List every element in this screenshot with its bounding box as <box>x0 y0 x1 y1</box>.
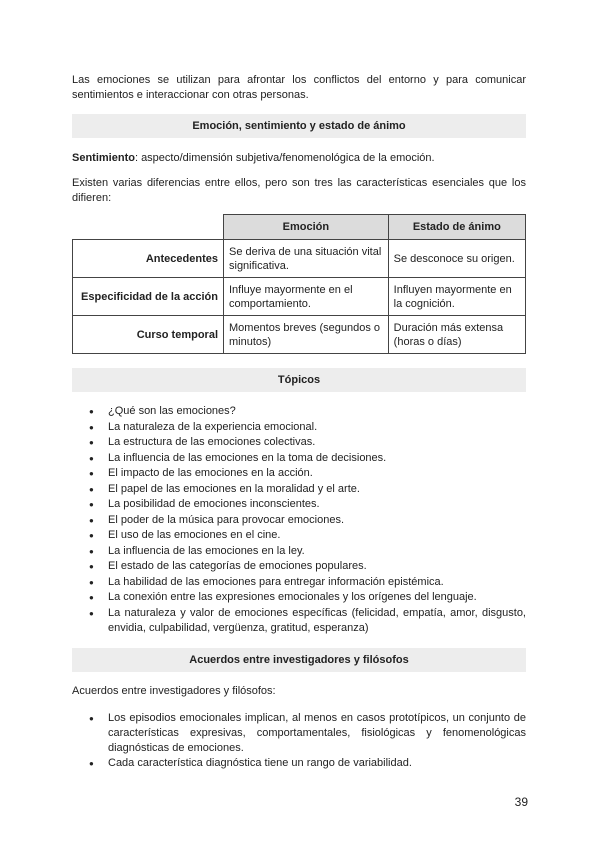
list-item: ● La estructura de las emociones colectivas. <box>72 435 526 451</box>
table-cell: Momentos breves (segundos o minutos) <box>224 316 389 354</box>
section-heading-acuerdos: Acuerdos entre investigadores y filósofos <box>72 648 526 672</box>
section-heading-emocion: Emoción, sentimiento y estado de ánimo <box>72 114 526 138</box>
list-item: ● La posibilidad de emociones inconscientes. <box>72 497 526 513</box>
list-item: ● La naturaleza y valor de emociones específicas (felicidad, empatía, amor, disgusto, envidia, culpabilidad, vergüenza, gratitud, esperanza) <box>72 606 526 637</box>
list-item: ● Los episodios emocionales implican, al menos en casos prototípicos, un conjunto de características expresivas, comportamentales, fisiológicas y fenomenológicas diagnósticas de emociones. <box>72 711 526 756</box>
sentimiento-text: : aspecto/dimensión subjetiva/fenomenológica de la emoción. <box>134 152 435 164</box>
list-item: ● La influencia de las emociones en la toma de decisiones. <box>72 451 526 467</box>
table-cell: Duración más extensa (horas o días) <box>388 316 525 354</box>
list-item: ● La naturaleza de la experiencia emocional. <box>72 420 526 436</box>
topics-list <box>72 404 526 637</box>
list-item: ● La habilidad de las emociones para entregar información epistémica. <box>72 575 526 591</box>
list-item: ● El impacto de las emociones en la acción. <box>72 466 526 482</box>
col-header-estado: Estado de ánimo <box>388 215 525 240</box>
list-item: ● El uso de las emociones en el cine. <box>72 528 526 544</box>
sentimiento-definition <box>72 151 526 166</box>
sentimiento-label: Sentimiento <box>72 152 135 164</box>
row-label: Antecedentes <box>73 240 224 278</box>
row-label: Curso temporal <box>73 316 224 354</box>
table-row <box>73 316 526 354</box>
list-item: ● El estado de las categorías de emociones populares. <box>72 559 526 575</box>
list-item: ● ¿Qué son las emociones? <box>72 404 526 420</box>
table-corner <box>73 215 224 240</box>
intro-paragraph: Las emociones se utilizan para afrontar los conflictos del entorno y para comunicar sentimientos e interaccionar con otras personas. <box>72 74 526 101</box>
table-cell: Se desconoce su origen. <box>388 240 525 278</box>
list-item: ● El papel de las emociones en la moralidad y el arte. <box>72 482 526 498</box>
table-cell: Influyen mayormente en la cognición. <box>388 278 525 316</box>
col-header-emocion: Emoción <box>224 215 389 240</box>
table-row <box>73 240 526 278</box>
differences-paragraph: Existen varias diferencias entre ellos, pero son tres las características esenciales que los difieren: <box>72 177 526 204</box>
acuerdos-paragraph: Acuerdos entre investigadores y filósofos: <box>72 685 276 697</box>
section-heading-topicos: Tópicos <box>72 368 526 392</box>
list-item: ● La conexión entre las expresiones emocionales y los orígenes del lenguaje. <box>72 590 526 606</box>
table-cell: Influye mayormente en el comportamiento. <box>224 278 389 316</box>
list-item: ● Cada característica diagnóstica tiene un rango de variabilidad. <box>72 756 526 771</box>
table-header-row <box>73 215 526 240</box>
row-label: Especificidad de la acción <box>73 278 224 316</box>
page-number: 39 <box>514 795 528 809</box>
table-row <box>73 278 526 316</box>
acuerdos-list <box>72 711 526 771</box>
list-item: ● La influencia de las emociones en la ley. <box>72 544 526 560</box>
list-item: ● El poder de la música para provocar emociones. <box>72 513 526 529</box>
table-cell: Se deriva de una situación vital significativa. <box>224 240 389 278</box>
comparison-table <box>72 214 526 354</box>
